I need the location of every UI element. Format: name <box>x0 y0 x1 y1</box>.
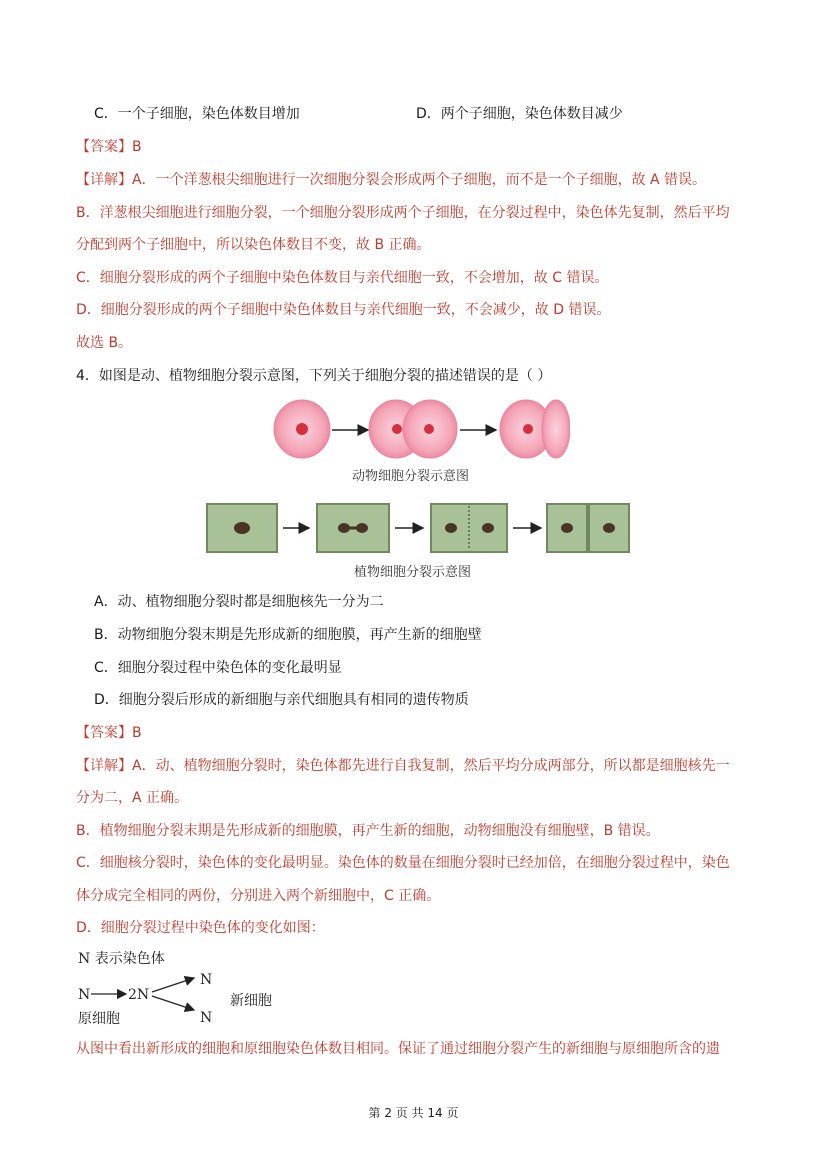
diagram-left-label: 原细胞 <box>78 1011 120 1027</box>
detail-line: 分配到两个子细胞中，所以染色体数目不变，故 B 正确。 <box>76 237 431 253</box>
option-d: D．两个子细胞，染色体数目减少 <box>416 106 623 122</box>
diagram-middle: 2N <box>128 987 150 1003</box>
plant-cell-2 <box>317 504 389 552</box>
diagram-right-label: 新细胞 <box>230 993 272 1009</box>
animal-figure-caption: 动物细胞分裂示意图 <box>352 469 470 484</box>
detail-line: D．细胞分裂过程中染色体的变化如图： <box>76 920 325 936</box>
detail-line: 体分成完全相同的两份，分别进入两个新细胞中，C 正确。 <box>76 888 441 904</box>
option-a: A．动、植物细胞分裂时都是细胞核先一分为二 <box>94 594 384 610</box>
plant-cell-division-figure <box>205 500 635 558</box>
detail-line: 【详解】A．动、植物细胞分裂时，染色体都先进行自我复制，然后平均分成两部分，所以都是细胞核先一 <box>76 758 730 774</box>
diagram-start: N <box>78 987 91 1003</box>
plant-cell-3 <box>431 504 507 552</box>
diagram-title: N 表示染色体 <box>78 951 165 967</box>
question-4: 4．如图是动、植物细胞分裂示意图，下列关于细胞分裂的描述错误的是（ ） <box>76 368 552 384</box>
option-c: C．细胞分裂过程中染色体的变化最明显 <box>94 660 342 676</box>
detail-line: 分为二，A 正确。 <box>76 790 189 806</box>
diagram-top: N <box>200 972 213 988</box>
option-c: C．一个子细胞，染色体数目增加 <box>94 106 300 122</box>
page-footer: 第 2 页 共 14 页 <box>368 1106 459 1120</box>
animal-cell-3 <box>500 400 570 458</box>
detail-line: B．植物细胞分裂末期是先形成新的细胞膜，再产生新的细胞，动物细胞没有细胞壁，B 错误。 <box>76 823 660 839</box>
animal-cell-2 <box>369 400 457 458</box>
animal-cell-1 <box>274 400 330 458</box>
answer-label: 【答案】B <box>76 725 142 741</box>
detail-line: D．细胞分裂形成的两个子细胞中染色体数目与亲代细胞一致，不会减少，故 D 错误。 <box>76 302 611 318</box>
plant-cell-1 <box>207 504 277 552</box>
detail-line: 【详解】A．一个洋葱根尖细胞进行一次细胞分裂会形成两个子细胞，而不是一个子细胞，故 A 错误。 <box>76 172 707 188</box>
answer-label: 【答案】B <box>76 139 142 155</box>
plant-cell-4 <box>547 504 629 552</box>
option-b: B．动物细胞分裂末期是先形成新的细胞膜，再产生新的细胞壁 <box>94 627 482 643</box>
animal-cell-division-figure <box>270 396 570 462</box>
detail-line: 从图中看出新形成的细胞和原细胞染色体数目相同。保证了通过细胞分裂产生的新细胞与原细胞所含的遗 <box>76 1041 720 1057</box>
plant-figure-caption: 植物细胞分裂示意图 <box>354 565 472 580</box>
detail-line: 故选 B。 <box>76 335 133 351</box>
option-d: D．细胞分裂后形成的新细胞与亲代细胞具有相同的遗传物质 <box>94 692 469 708</box>
chromosome-diagram <box>74 946 294 1030</box>
detail-line: C．细胞核分裂时，染色体的变化最明显。染色体的数量在细胞分裂时已经加倍，在细胞分裂过程中，染色 <box>76 855 730 871</box>
detail-line: B．洋葱根尖细胞进行细胞分裂，一个细胞分裂形成两个子细胞，在分裂过程中，染色体先复制，然后平均 <box>76 205 730 221</box>
detail-line: C．细胞分裂形成的两个子细胞中染色体数目与亲代细胞一致，不会增加，故 C 错误。 <box>76 270 609 286</box>
diagram-bottom: N <box>200 1010 213 1026</box>
